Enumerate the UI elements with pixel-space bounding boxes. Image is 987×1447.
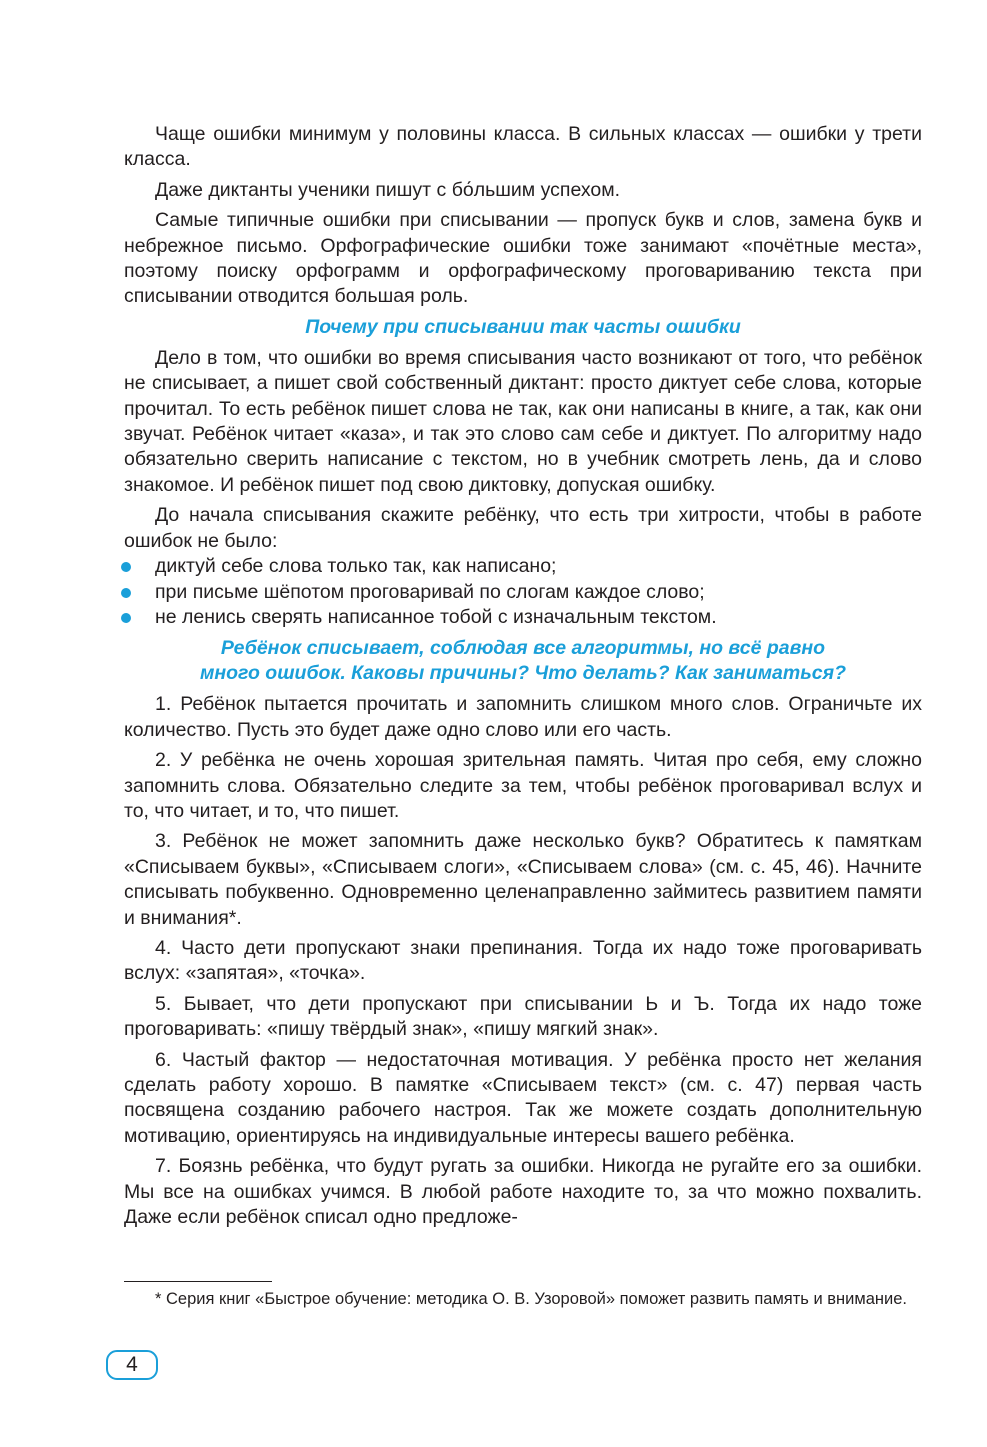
section1-paragraph-2: До начала списывания скажите ребёнку, что есть три хитрости, чтобы в работе ошибок не было:: [124, 504, 922, 552]
list-item: [124, 605, 922, 630]
tricks-list: [124, 554, 922, 630]
numbered-item-7: 7. Боязнь ребёнка, что будут ругать за ошибки. Никогда не ругайте его за ошибки. Мы все на ошибках учимся. В любой работе находите то, за что можно похвалить. Даже если ребёнок списал одно предложе-: [124, 1155, 922, 1229]
list-item: [124, 554, 922, 579]
numbered-item-2: 2. У ребёнка не очень хорошая зрительная память. Читая про себя, ему сложно запомнить слова. Обязательно следите за тем, чтобы ребёнок проговаривал вслух и то, что читает, и то, что пишет.: [124, 749, 922, 822]
numbered-item-6: 6. Частый фактор — недостаточная мотивация. У ребёнка просто нет желания сделать работу хорошо. В памятке «Списываем текст» (см. с. 47) первая часть посвящена созданию рабочего настроя. Так же можете создать дополнительную мотивацию, ориентируясь на индивидуальные интересы вашего ребёнка.: [124, 1048, 922, 1147]
section-heading-why-errors: [124, 315, 922, 340]
intro-paragraph-2: Даже диктанты ученики пишут с бо́льшим успехом.: [155, 178, 621, 201]
list-item-text: не ленись сверять написанное тобой с изначальным текстом.: [155, 605, 717, 628]
section1-paragraph-1: Дело в том, что ошибки во время списывания часто возникают от того, что ребёнок не списывает, а пишет свой собственный диктант: просто диктует себе слова, которые прочитал. То есть ребёнок пишет слова не так, как они написаны в книге, а так, как они звучат. Ребёнок читает «каза», и так это слово сам себе и диктует. По алгоритму надо обязательно сверить написание с текстом, но в учебник смотреть лень, да и слово знакомое. И ребёнок пишет под свою диктовку, допуская ошибку.: [124, 346, 922, 496]
bullet-icon: [121, 562, 131, 572]
list-item-text: при письме шёпотом проговаривай по слогам каждое слово;: [155, 580, 705, 603]
intro-paragraph-1: Чаще ошибки минимум у половины класса. В сильных классах — ошибки у трети класса.: [124, 123, 922, 171]
section-heading-line-2: много ошибок. Каковы причины? Что делать? Как заниматься?: [199, 662, 847, 685]
numbered-item-3: 3. Ребёнок не может запомнить даже несколько букв? Обратитесь к памяткам «Списываем буквы», «Списываем слоги», «Списываем слова» (см. с. 45, 46). Начните списывать побуквенно. Одновременно целенаправленно займитесь развитием памяти и внимания*.: [124, 830, 922, 929]
bullet-icon: [121, 588, 131, 598]
section-heading-reasons: [124, 636, 922, 686]
list-item-text: диктуй себе слова только так, как написано;: [155, 555, 557, 578]
numbered-item-1: 1. Ребёнок пытается прочитать и запомнить слишком много слов. Ограничьте их количество. Пусть это будет даже одно слово или его часть.: [124, 693, 922, 741]
page-number: [106, 1350, 158, 1380]
footnote: * Серия книг «Быстрое обучение: методика О. В. Узоровой» поможет развить память и внимание.: [155, 1290, 907, 1308]
intro-paragraph-3: Самые типичные ошибки при списывании — пропуск букв и слов, замена букв и небрежное письмо. Орфографические ошибки тоже занимают «почётные места», поэтому поиску орфограмм и орфографическому проговариванию текста при списывании отводится большая роль.: [124, 209, 922, 308]
list-item: [124, 580, 922, 605]
bullet-icon: [121, 613, 131, 623]
footnote-divider: [124, 1281, 272, 1282]
numbered-item-5: 5. Бывает, что дети пропускают при списывании Ь и Ъ. Тогда их надо тоже проговаривать: «пишу твёрдый знак», «пишу мягкий знак».: [124, 992, 922, 1041]
section-heading-text: Почему при списывании так часты ошибки: [305, 315, 741, 338]
page-number-text: 4: [126, 1353, 138, 1376]
main-text: [124, 122, 922, 1235]
numbered-item-4: 4. Часто дети пропускают знаки препинания. Тогда их надо тоже проговаривать вслух: «запятая», «точка».: [124, 936, 922, 985]
section-heading-line-1: Ребёнок списывает, соблюдая все алгоритмы, но всё равно: [220, 637, 826, 660]
